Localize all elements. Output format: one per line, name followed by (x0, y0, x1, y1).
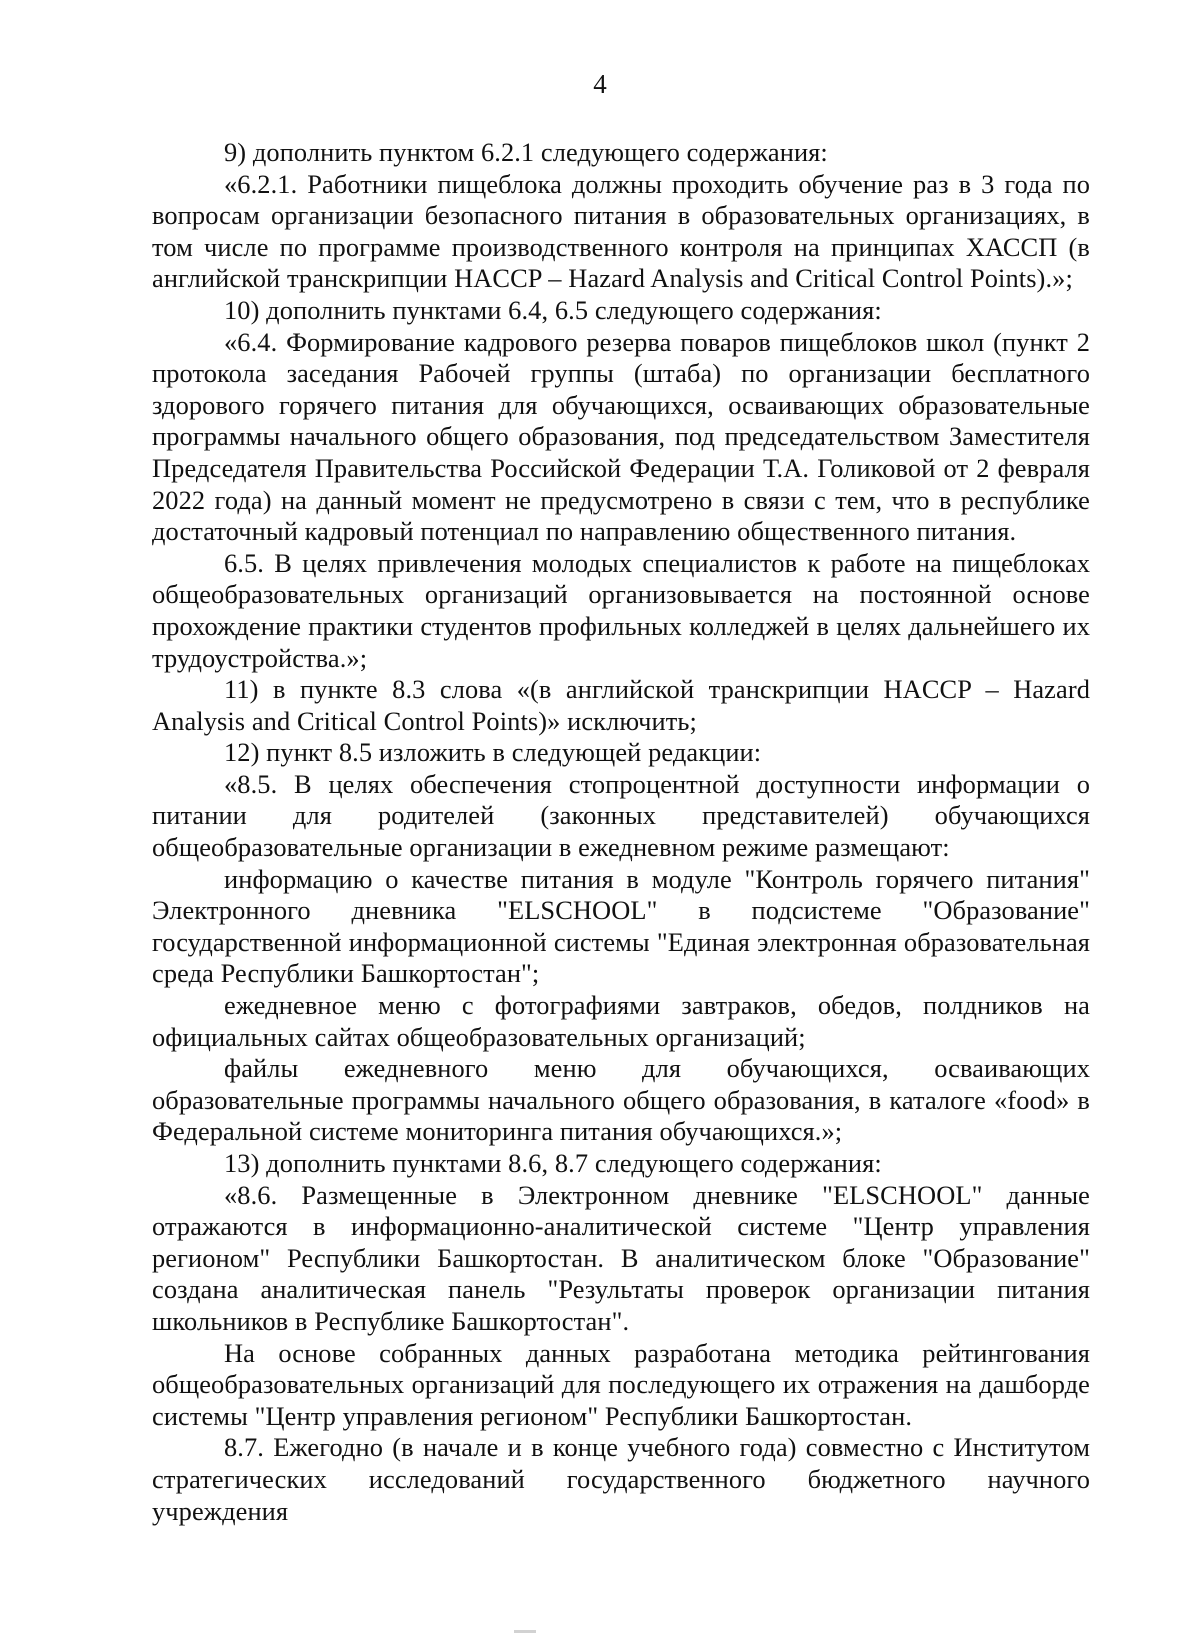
paragraph-rating-method: На основе собранных данных разработана методика рейтингования общеобразовательных организаций для последующего их отражения на дашборде системы "Центр управления регионом" Республики Башкортостан. (152, 1337, 1090, 1431)
paragraph-6-5: 6.5. В целях привлечения молодых специалистов к работе на пищеблоках общеобразовательных организаций организовывается на постоянной основе прохождение практики студентов профильных колледжей в целях дальнейшего их трудоустройства.»; (152, 547, 1090, 673)
paragraph-item-10: 10) дополнить пунктами 6.4, 6.5 следующего содержания: (224, 294, 882, 325)
paragraph-item-11: 11) в пункте 8.3 слова «(в английской транскрипции HACCP – Hazard Analysis and Critical Control Points)» исключить; (152, 674, 1090, 736)
paragraph-daily-menu: ежедневное меню с фотографиями завтраков, обедов, полдников на официальных сайтах общеобразовательных организаций; (152, 990, 1090, 1052)
paragraph-menu-files: файлы ежедневного меню для обучающихся, осваивающих образовательные программы начального общего образования, в каталоге «food» в Федеральной системе мониторинга питания обучающихся.»; (152, 1053, 1090, 1147)
paragraph-8-7: 8.7. Ежегодно (в начале и в конце учебного года) совместно с Институтом стратегических исследований государственного бюджетного научного учреждения (152, 1432, 1090, 1526)
document-body (152, 137, 1090, 1527)
page-number: 4 (593, 69, 607, 99)
scan-artifact (514, 1630, 536, 1633)
paragraph-item-9: 9) дополнить пунктом 6.2.1 следующего содержания: (224, 137, 828, 167)
paragraph-8-5: «8.5. В целях обеспечения стопроцентной доступности информации о питании для родителей (законных представителей) обучающихся общеобразовательные организации в ежедневном режиме размещают: (152, 768, 1090, 863)
paragraph-6-2-1: «6.2.1. Работники пищеблока должны проходить обучение раз в 3 года по вопросам организации безопасного питания в образовательных организациях, в том числе по программе производственного контроля на принципах ХАССП (в английской транскрипции HACCP – Hazard Analysis and Critical Control Points).»; (152, 168, 1090, 294)
paragraph-item-12: 12) пункт 8.5 изложить в следующей редакции: (224, 737, 762, 768)
paragraph-item-13: 13) дополнить пунктами 8.6, 8.7 следующего содержания: (224, 1148, 882, 1178)
paragraph-6-4: «6.4. Формирование кадрового резерва поваров пищеблоков школ (пункт 2 протокола заседания Рабочей группы (штаба) по организации бесплатного здорового горячего питания для обучающихся, осваивающих образовательные программы начального общего образования, под председательством Заместителя Председателя Правительства Российской Федерации Т.А. Голиковой от 2 февраля 2022 года) на данный момент не предусмотрено в связи с тем, что в республике достаточный кадровый потенциал по направлению общественного питания. (152, 326, 1090, 547)
paragraph-elschool-info: информацию о качестве питания в модуле "Контроль горячего питания" Электронного дневника "ELSCHOOL" в подсистеме "Образование" государственной информационной системы "Единая электронная образовательная среда Республики Башкортостан"; (152, 863, 1090, 989)
paragraph-8-6: «8.6. Размещенные в Электронном дневнике "ELSCHOOL" данные отражаются в информационно-аналитической системе "Центр управления регионом" Республики Башкортостан. В аналитическом блоке "Образование" создана аналитическая панель "Результаты проверок организации питания школьников в Республике Башкортостан". (152, 1179, 1090, 1336)
